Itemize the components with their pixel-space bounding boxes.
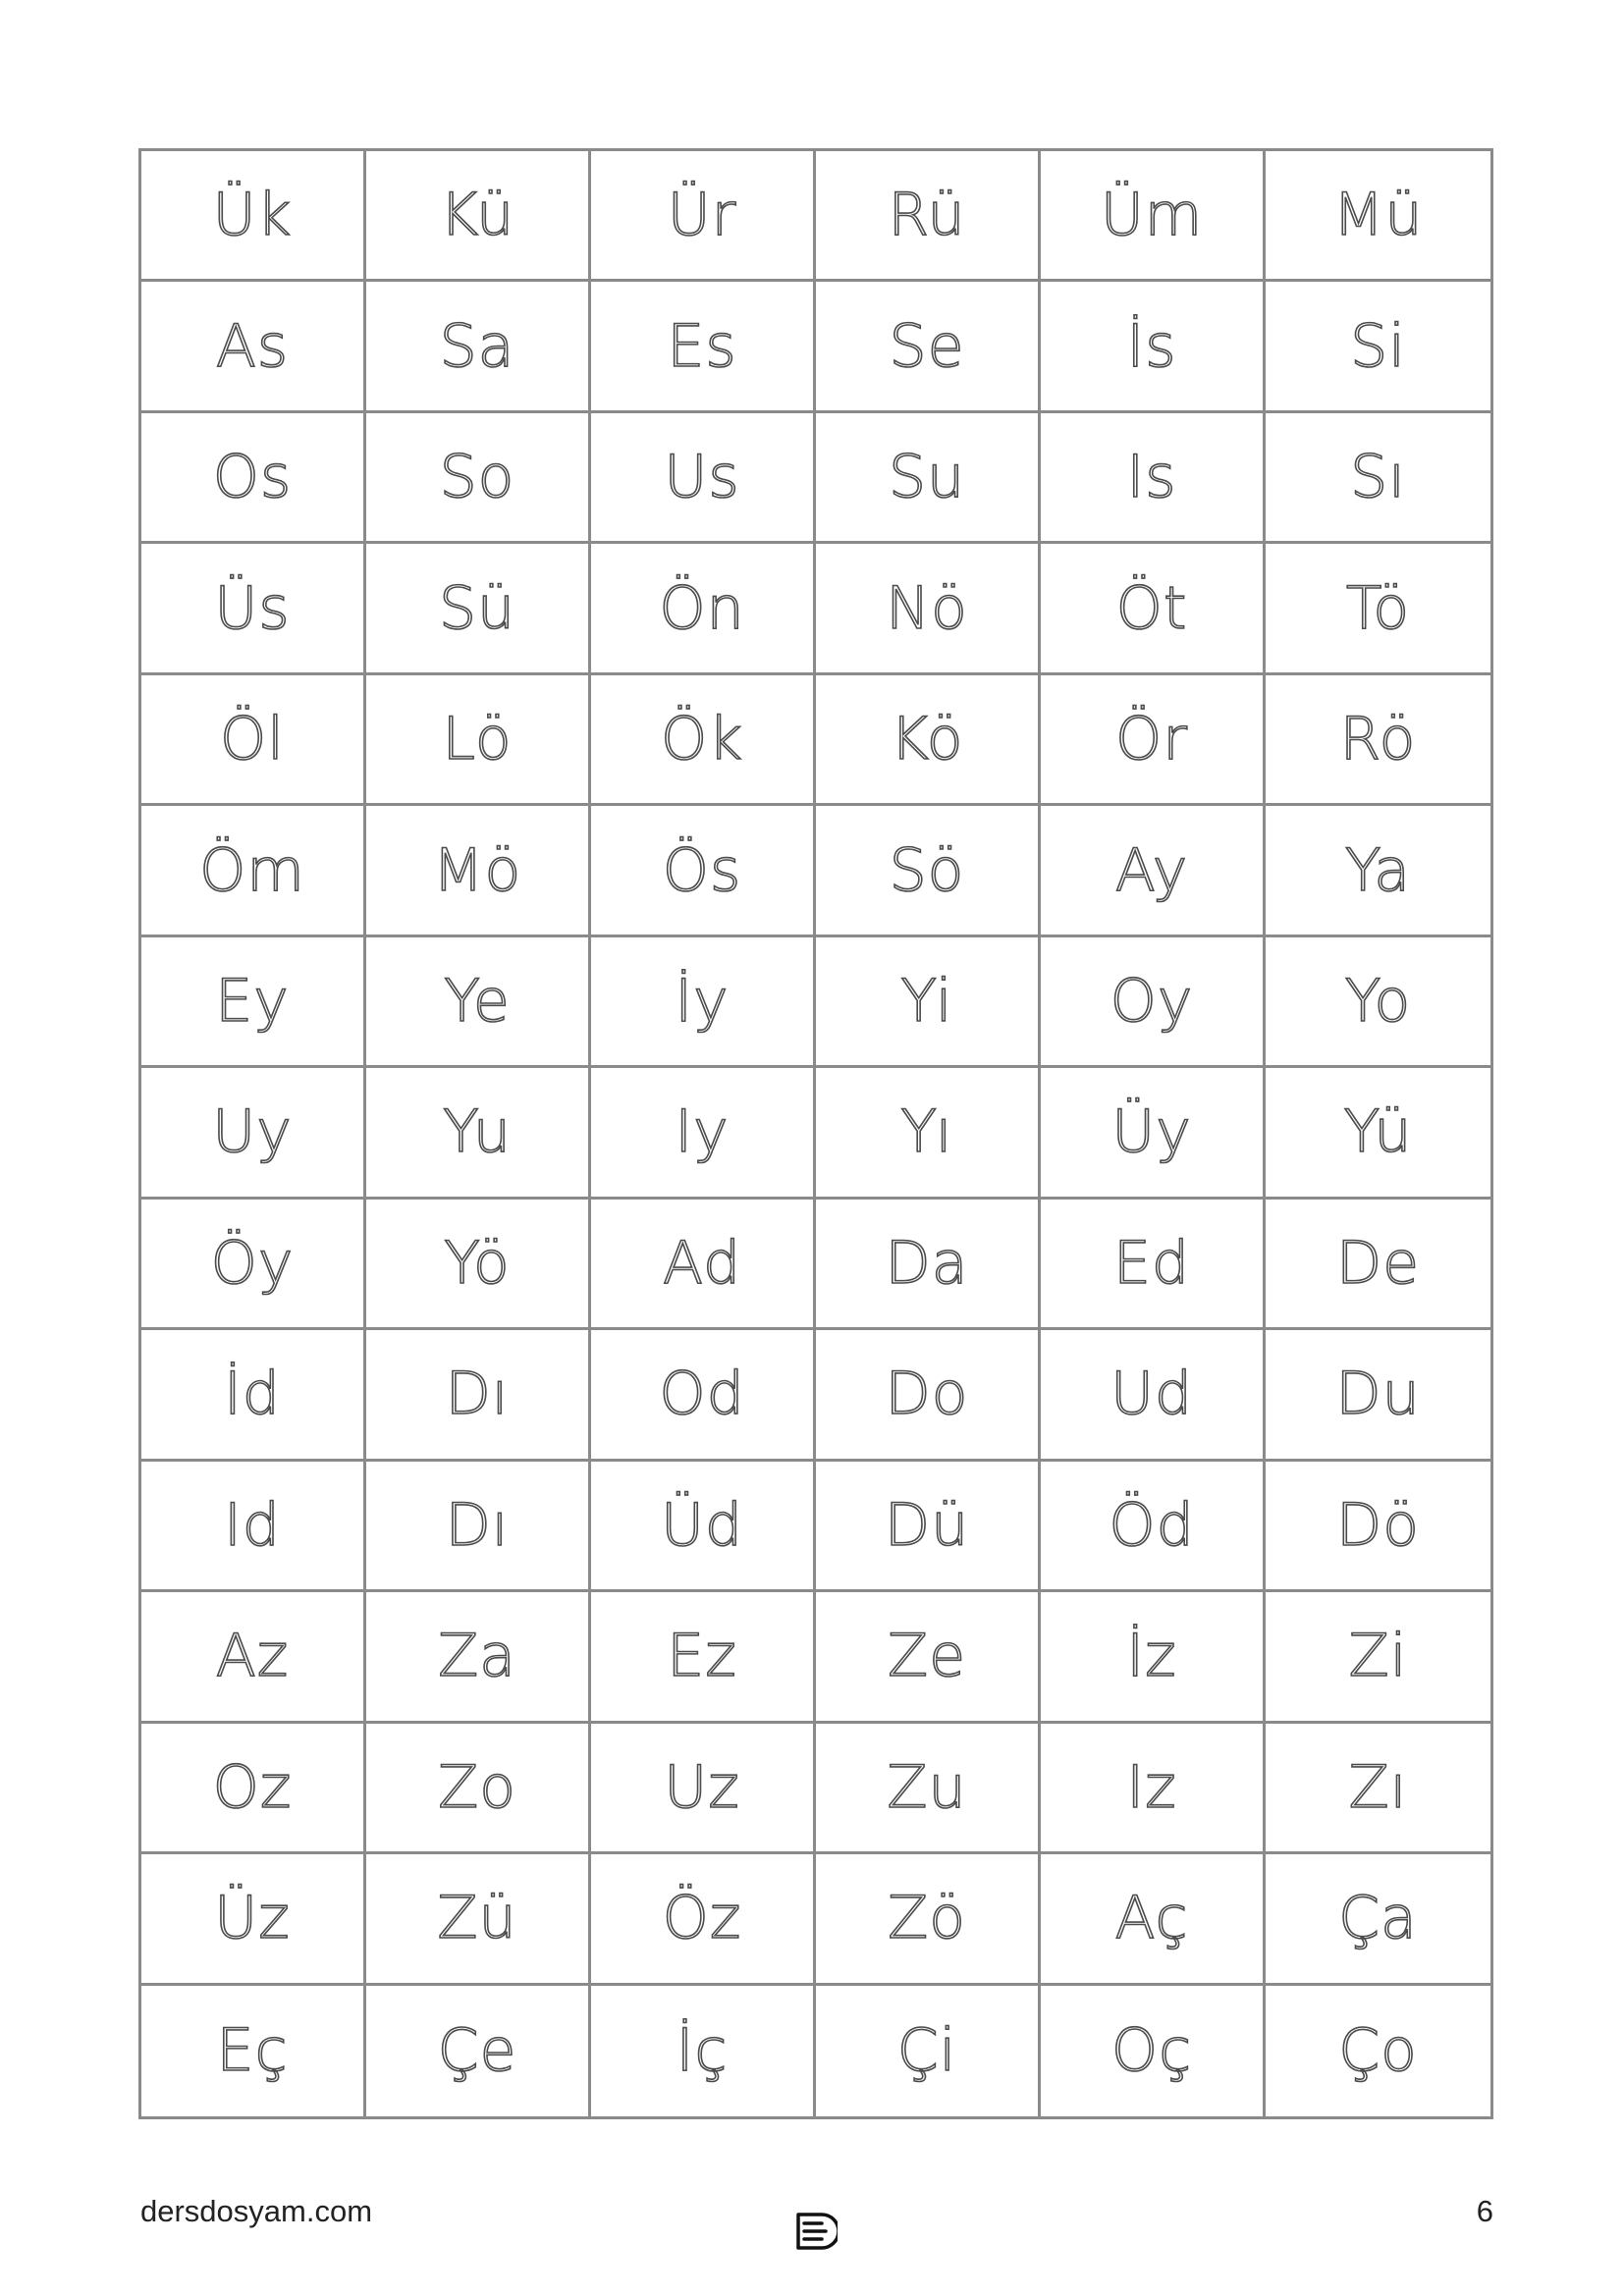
syllable-text: Is [1126,443,1177,512]
syllable-text: Ya [1344,835,1412,905]
syllable-cell [141,806,366,936]
syllable-cell [816,1330,1041,1461]
syllable-cell [591,1200,816,1330]
syllable-cell [1041,1330,1266,1461]
syllable-cell [366,1986,591,2116]
syllable-text: Sı [1350,443,1406,512]
syllable-cell [591,1592,816,1723]
syllable-cell [141,544,366,674]
syllable-text: Sö [889,835,965,905]
syllable-tracing-grid [138,148,1493,2119]
syllable-text: Üm [1100,181,1204,250]
syllable-cell [141,151,366,282]
syllable-text: Üs [214,573,291,643]
syllable-cell [1266,806,1490,936]
syllable-cell [1266,1986,1490,2116]
syllable-cell [1041,1854,1266,1985]
syllable-text: Kö [890,705,964,774]
syllable-text: Üd [660,1490,743,1560]
syllable-text: Zo [438,1752,516,1822]
syllable-text: Dö [1336,1490,1420,1560]
syllable-text: Sü [438,573,516,643]
syllable-cell [591,1330,816,1461]
syllable-cell [591,1854,816,1985]
syllable-cell [1266,544,1490,674]
syllable-cell [1041,937,1266,1068]
syllable-text: Üz [214,1884,291,1953]
syllable-cell [591,937,816,1068]
syllable-text: İy [675,967,730,1037]
syllable-text: So [439,443,515,512]
syllable-cell [816,675,1041,806]
syllable-text: Ön [659,573,745,643]
syllable-text: Uy [212,1097,293,1167]
syllable-cell [1041,806,1266,936]
syllable-cell [1266,1592,1490,1723]
syllable-cell [141,1068,366,1199]
syllable-cell [1041,1068,1266,1199]
syllable-cell [141,1986,366,2116]
syllable-cell [591,806,816,936]
syllable-text: Su [888,443,966,512]
syllable-text: Yü [1343,1097,1413,1167]
syllable-text: Us [664,443,740,512]
syllable-cell [1266,151,1490,282]
syllable-text: Do [885,1360,969,1429]
syllable-cell [591,544,816,674]
syllable-text: Ze [887,1622,967,1691]
syllable-text: Yö [444,1228,511,1298]
syllable-text: İz [1126,1622,1177,1691]
syllable-text: İç [676,2016,729,2086]
syllable-text: İs [1126,311,1177,381]
syllable-cell [816,413,1041,544]
syllable-cell [1041,1200,1266,1330]
syllable-cell [366,413,591,544]
syllable-cell [816,1068,1041,1199]
syllable-cell [816,1724,1041,1854]
syllable-cell [816,544,1041,674]
syllable-text: Zu [887,1752,967,1822]
syllable-text: Yu [443,1097,512,1167]
syllable-text: Es [667,311,737,381]
syllable-cell [1266,282,1490,412]
syllable-cell [1266,413,1490,544]
syllable-text: Aç [1114,1884,1189,1953]
syllable-cell [816,1462,1041,1592]
syllable-text: Zü [437,1884,517,1953]
syllable-text: Öz [662,1884,742,1953]
syllable-cell [1266,937,1490,1068]
syllable-cell [366,1330,591,1461]
syllable-cell [141,675,366,806]
syllable-text: Iz [1126,1752,1177,1822]
syllable-text: Tö [1345,573,1411,643]
syllable-cell [1041,413,1266,544]
syllable-cell [141,1854,366,1985]
syllable-cell [366,282,591,412]
syllable-text: Ük [212,181,293,250]
syllable-cell [366,806,591,936]
syllable-text: Od [659,1360,745,1429]
syllable-cell [1266,1330,1490,1461]
syllable-text: Yi [900,967,953,1037]
syllable-text: Oz [212,1752,293,1822]
syllable-cell [816,1854,1041,1985]
syllable-text: Yo [1344,967,1412,1037]
syllable-cell [816,937,1041,1068]
syllable-cell [366,937,591,1068]
syllable-cell [816,1592,1041,1723]
syllable-text: Za [438,1622,516,1691]
syllable-cell [1266,1068,1490,1199]
syllable-text: Öd [1109,1490,1195,1560]
syllable-cell [816,806,1041,936]
syllable-text: Ös [662,835,742,905]
syllable-text: Ey [215,967,290,1037]
syllable-cell [1041,151,1266,282]
syllable-cell [1266,1854,1490,1985]
syllable-text: Ça [1338,1884,1418,1953]
syllable-text: Ök [661,705,743,774]
syllable-text: As [215,311,290,381]
syllable-text: Ör [1115,705,1188,774]
syllable-cell [591,413,816,544]
syllable-cell [1041,282,1266,412]
syllable-cell [816,1986,1041,2116]
syllable-text: De [1335,1228,1421,1298]
syllable-text: İd [224,1360,281,1429]
syllable-cell [366,1068,591,1199]
syllable-text: Oy [1110,967,1194,1037]
syllable-text: Uz [664,1752,740,1822]
syllable-cell [816,282,1041,412]
syllable-cell [1266,1462,1490,1592]
syllable-cell [141,1200,366,1330]
syllable-cell [1041,675,1266,806]
syllable-cell [1041,1986,1266,2116]
syllable-cell [366,1724,591,1854]
syllable-text: Ço [1338,2016,1418,2086]
syllable-text: Rü [888,181,966,250]
syllable-text: Ay [1114,835,1189,905]
syllable-cell [141,413,366,544]
syllable-text: Id [224,1490,281,1560]
syllable-cell [1266,1200,1490,1330]
syllable-text: Rö [1339,705,1417,774]
syllable-text: Ad [662,1228,742,1298]
syllable-text: Ez [667,1622,737,1691]
syllable-text: Iy [675,1097,730,1167]
syllable-text: Öt [1115,573,1188,643]
syllable-cell [1041,1724,1266,1854]
syllable-text: Dı [445,1360,510,1429]
syllable-text: Eç [216,2016,289,2086]
syllable-text: Az [215,1622,290,1691]
syllable-cell [366,675,591,806]
syllable-cell [366,1854,591,1985]
syllable-cell [1041,1462,1266,1592]
syllable-cell [141,282,366,412]
syllable-cell [591,1724,816,1854]
syllable-text: Zi [1348,1622,1408,1691]
syllable-cell [591,1986,816,2116]
syllable-cell [141,1330,366,1461]
syllable-text: Çi [896,2016,957,2086]
syllable-cell [366,1200,591,1330]
syllable-text: Kü [439,181,515,250]
syllable-text: Lö [442,705,513,774]
syllable-text: Zı [1348,1752,1408,1822]
syllable-cell [591,1462,816,1592]
syllable-text: Üy [1111,1097,1192,1167]
syllable-cell [366,1592,591,1723]
syllable-cell [141,1592,366,1723]
syllable-text: Zö [888,1884,966,1953]
syllable-cell [366,544,591,674]
syllable-text: Öm [199,835,305,905]
syllable-text: Öy [210,1228,295,1298]
document-logo-icon [792,2211,838,2252]
syllable-cell [366,151,591,282]
syllable-text: Öl [220,705,285,774]
syllable-cell [141,1462,366,1592]
syllable-text: Se [889,311,965,381]
syllable-text: Si [1350,311,1406,381]
syllable-cell [591,151,816,282]
page-number: 6 [1476,2194,1493,2228]
syllable-cell [1041,1592,1266,1723]
syllable-text: Os [212,443,293,512]
syllable-text: Mö [432,835,522,905]
syllable-text: Du [1335,1360,1421,1429]
syllable-cell [816,1200,1041,1330]
footer-website: dersdosyam.com [140,2194,373,2228]
syllable-text: Da [885,1228,969,1298]
syllable-text: Mü [1332,181,1424,250]
syllable-text: Sa [439,311,515,381]
syllable-text: Ye [444,967,511,1037]
syllable-cell [1266,675,1490,806]
syllable-cell [591,282,816,412]
syllable-text: Yı [900,1097,953,1167]
syllable-text: Dü [884,1490,970,1560]
syllable-text: Oç [1110,2016,1193,2086]
syllable-text: Dı [445,1490,510,1560]
syllable-cell [141,937,366,1068]
syllable-cell [816,151,1041,282]
syllable-cell [591,1068,816,1199]
syllable-text: Ür [667,181,737,250]
syllable-text: Ud [1110,1360,1193,1429]
syllable-cell [591,675,816,806]
syllable-cell [1266,1724,1490,1854]
syllable-text: Ed [1113,1228,1190,1298]
syllable-cell [141,1724,366,1854]
syllable-text: Çe [437,2016,517,2086]
syllable-cell [1041,544,1266,674]
syllable-text: Nö [886,573,968,643]
syllable-cell [366,1462,591,1592]
